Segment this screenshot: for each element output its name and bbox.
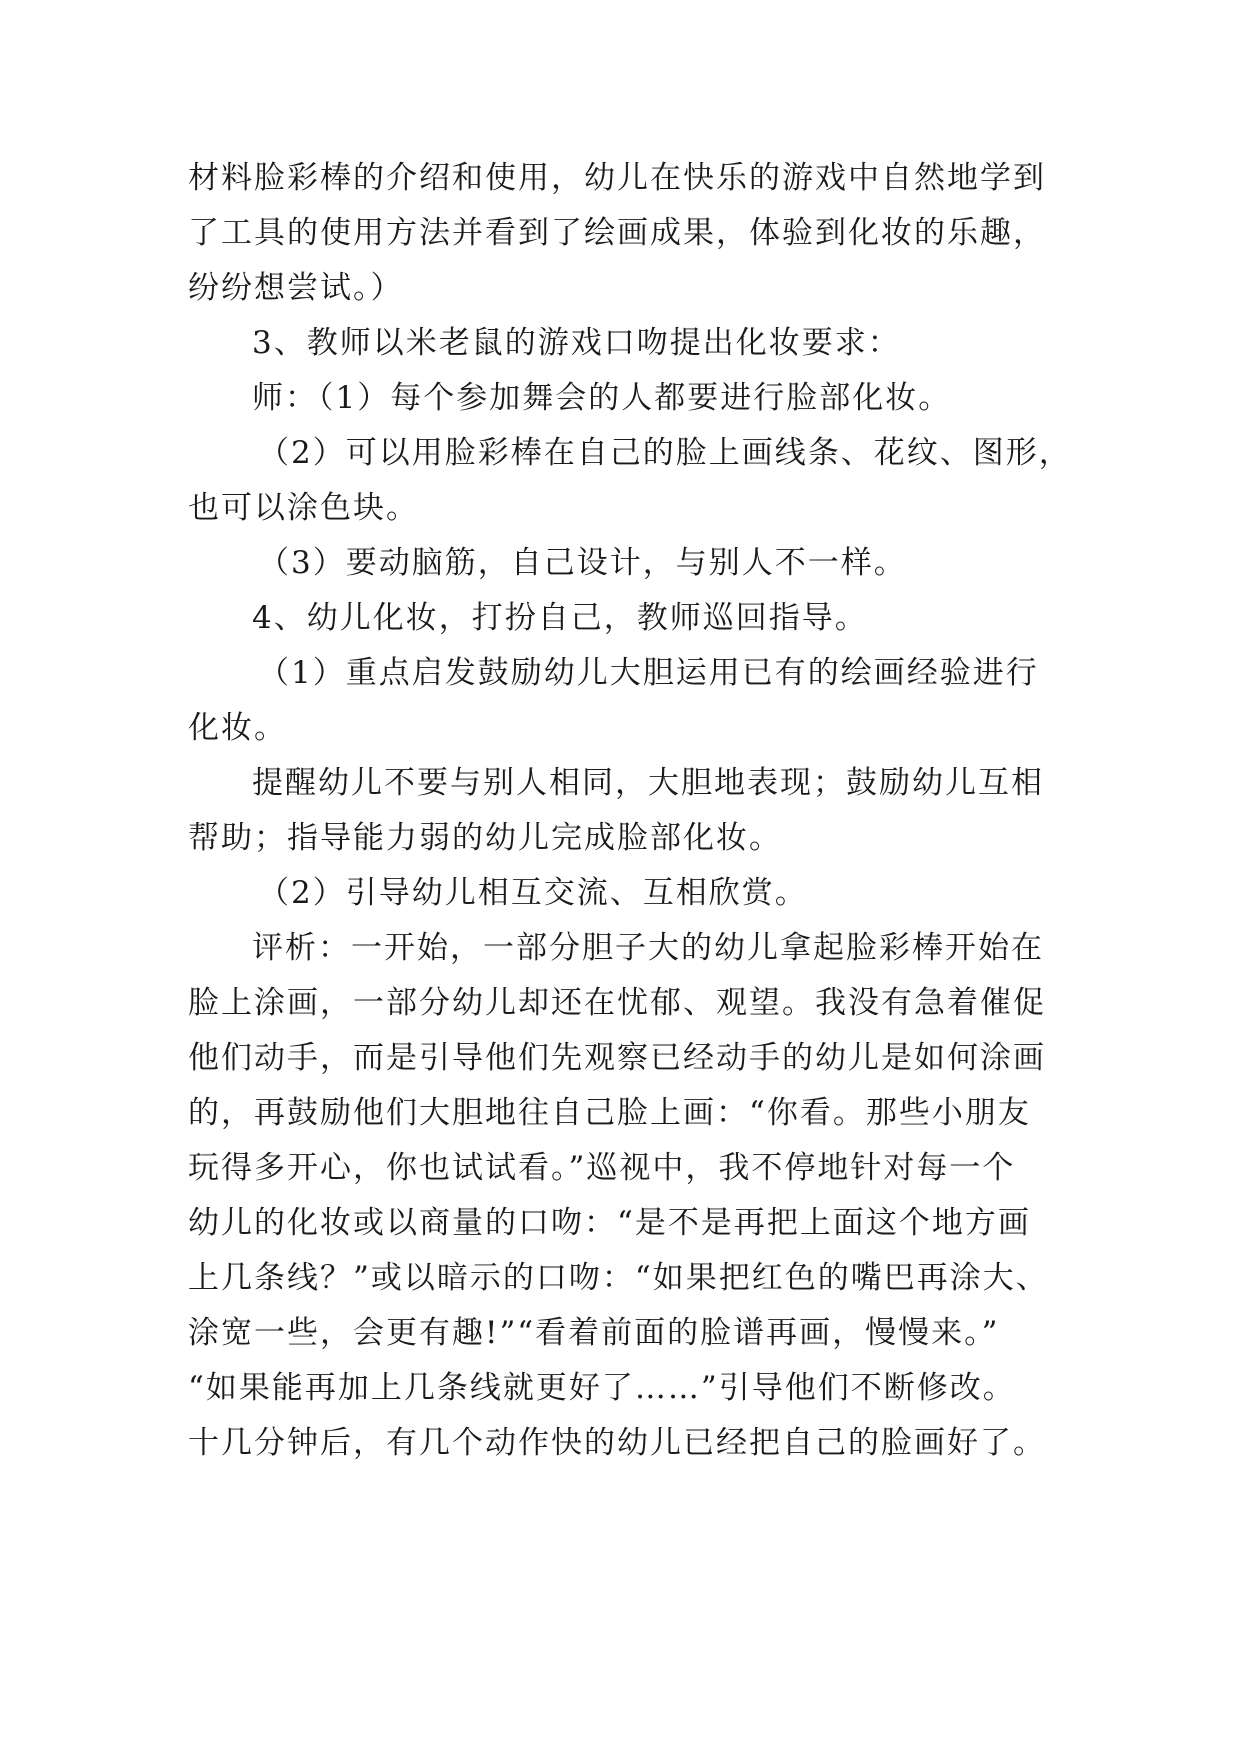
text-line: （2）可以用脸彩棒在自己的脸上画线条、花纹、图形， — [258, 435, 1072, 471]
text-line: 提醒幼儿不要与别人相同，大胆地表现；鼓励幼儿互相 — [252, 765, 1044, 801]
text-line: 化妆。 — [188, 710, 287, 746]
text-line: 幼儿的化妆或以商量的口吻：“是不是再把上面这个地方画 — [188, 1205, 1031, 1241]
text-line: 玩得多开心，你也试试看。”巡视中，我不停地针对每一个 — [188, 1150, 1016, 1186]
text-line: 4、幼儿化妆，打扮自己，教师巡回指导。 — [252, 600, 868, 636]
text-line: 上几条线？”或以暗示的口吻：“如果把红色的嘴巴再涂大、 — [188, 1260, 1049, 1296]
text-line: 他们动手，而是引导他们先观察已经动手的幼儿是如何涂画 — [188, 1040, 1046, 1076]
text-line: 师：（1）每个参加舞会的人都要进行脸部化妆。 — [252, 380, 952, 416]
text-line: （2）引导幼儿相互交流、互相欣赏。 — [258, 875, 808, 911]
text-line: 的，再鼓励他们大胆地往自己脸上画：“你看。那些小朋友 — [188, 1095, 1031, 1131]
text-line: 评析：一开始，一部分胆子大的幼儿拿起脸彩棒开始在 — [252, 930, 1044, 966]
text-line: 材料脸彩棒的介绍和使用，幼儿在快乐的游戏中自然地学到 — [188, 160, 1046, 196]
text-line: 涂宽一些，会更有趣!”“看着前面的脸谱再画，慢慢来。” — [188, 1315, 1000, 1351]
text-line: 十几分钟后，有几个动作快的幼儿已经把自己的脸画好了。 — [188, 1425, 1046, 1461]
text-line: 帮助；指导能力弱的幼儿完成脸部化妆。 — [188, 820, 782, 856]
text-line: “如果能再加上几条线就更好了……”引导他们不断修改。 — [188, 1370, 1016, 1406]
text-line: 3、教师以米老鼠的游戏口吻提出化妆要求： — [252, 325, 901, 361]
text-line: 了工具的使用方法并看到了绘画成果，体验到化妆的乐趣， — [188, 215, 1046, 251]
text-line: （1）重点启发鼓励幼儿大胆运用已有的绘画经验进行 — [258, 655, 1039, 691]
text-line: 脸上涂画，一部分幼儿却还在忧郁、观望。我没有急着催促 — [188, 985, 1046, 1021]
text-line: 也可以涂色块。 — [188, 490, 419, 526]
text-line: （3）要动脑筋，自己设计，与别人不一样。 — [258, 545, 907, 581]
text-line: 纷纷想尝试。） — [188, 270, 404, 306]
